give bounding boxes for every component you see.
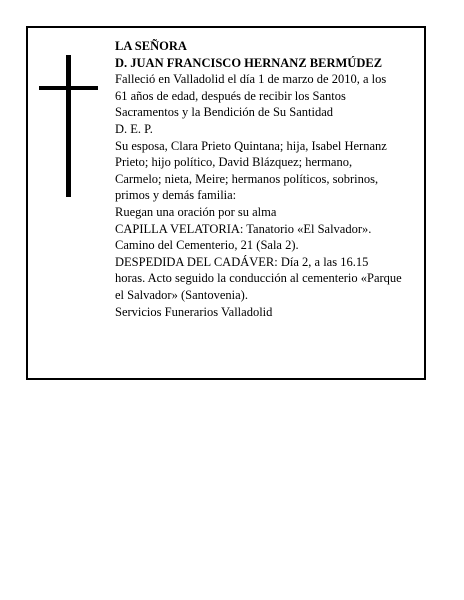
dep-line: D. E. P. <box>115 121 153 136</box>
notice-text <box>115 38 427 320</box>
farewell-line: DESPEDIDA DEL CADÁVER: Día 2, a las 16.15 <box>115 254 369 269</box>
notice-heading: LA SEÑORA <box>115 39 187 53</box>
farewell-line: horas. Acto seguido la conducción al cementerio «Parque <box>115 271 402 286</box>
cross-vertical-bar <box>66 55 71 197</box>
death-line: Falleció en Valladolid el día 1 de marzo de 2010, a los <box>115 72 387 87</box>
farewell-line: el Salvador» (Santovenia). <box>115 287 248 302</box>
family-line: Carmelo; nieta, Meire; hermanos políticos, sobrinos, <box>115 171 379 186</box>
family-line: Prieto; hijo político, David Blázquez; hermano, <box>115 155 353 170</box>
prayer-line: Ruegan una oración por su alma <box>115 204 277 219</box>
cross-horizontal-bar <box>39 86 98 90</box>
obituary-notice <box>26 26 426 380</box>
deceased-name: D. JUAN FRANCISCO HERNANZ BERMÚDEZ <box>115 55 383 70</box>
chapel-line: Camino del Cementerio, 21 (Sala 2). <box>115 238 299 253</box>
family-line: Su esposa, Clara Prieto Quintana; hija, Isabel Hernanz <box>115 138 387 153</box>
death-line: 61 años de edad, después de recibir los Santos <box>115 88 346 103</box>
funeral-home-line: Servicios Funerarios Valladolid <box>115 304 273 319</box>
death-line: Sacramentos y la Bendición de Su Santidad <box>115 105 334 120</box>
chapel-line: CAPILLA VELATORIA: Tanatorio «El Salvador». <box>115 221 372 236</box>
family-line: primos y demás familia: <box>115 188 237 203</box>
